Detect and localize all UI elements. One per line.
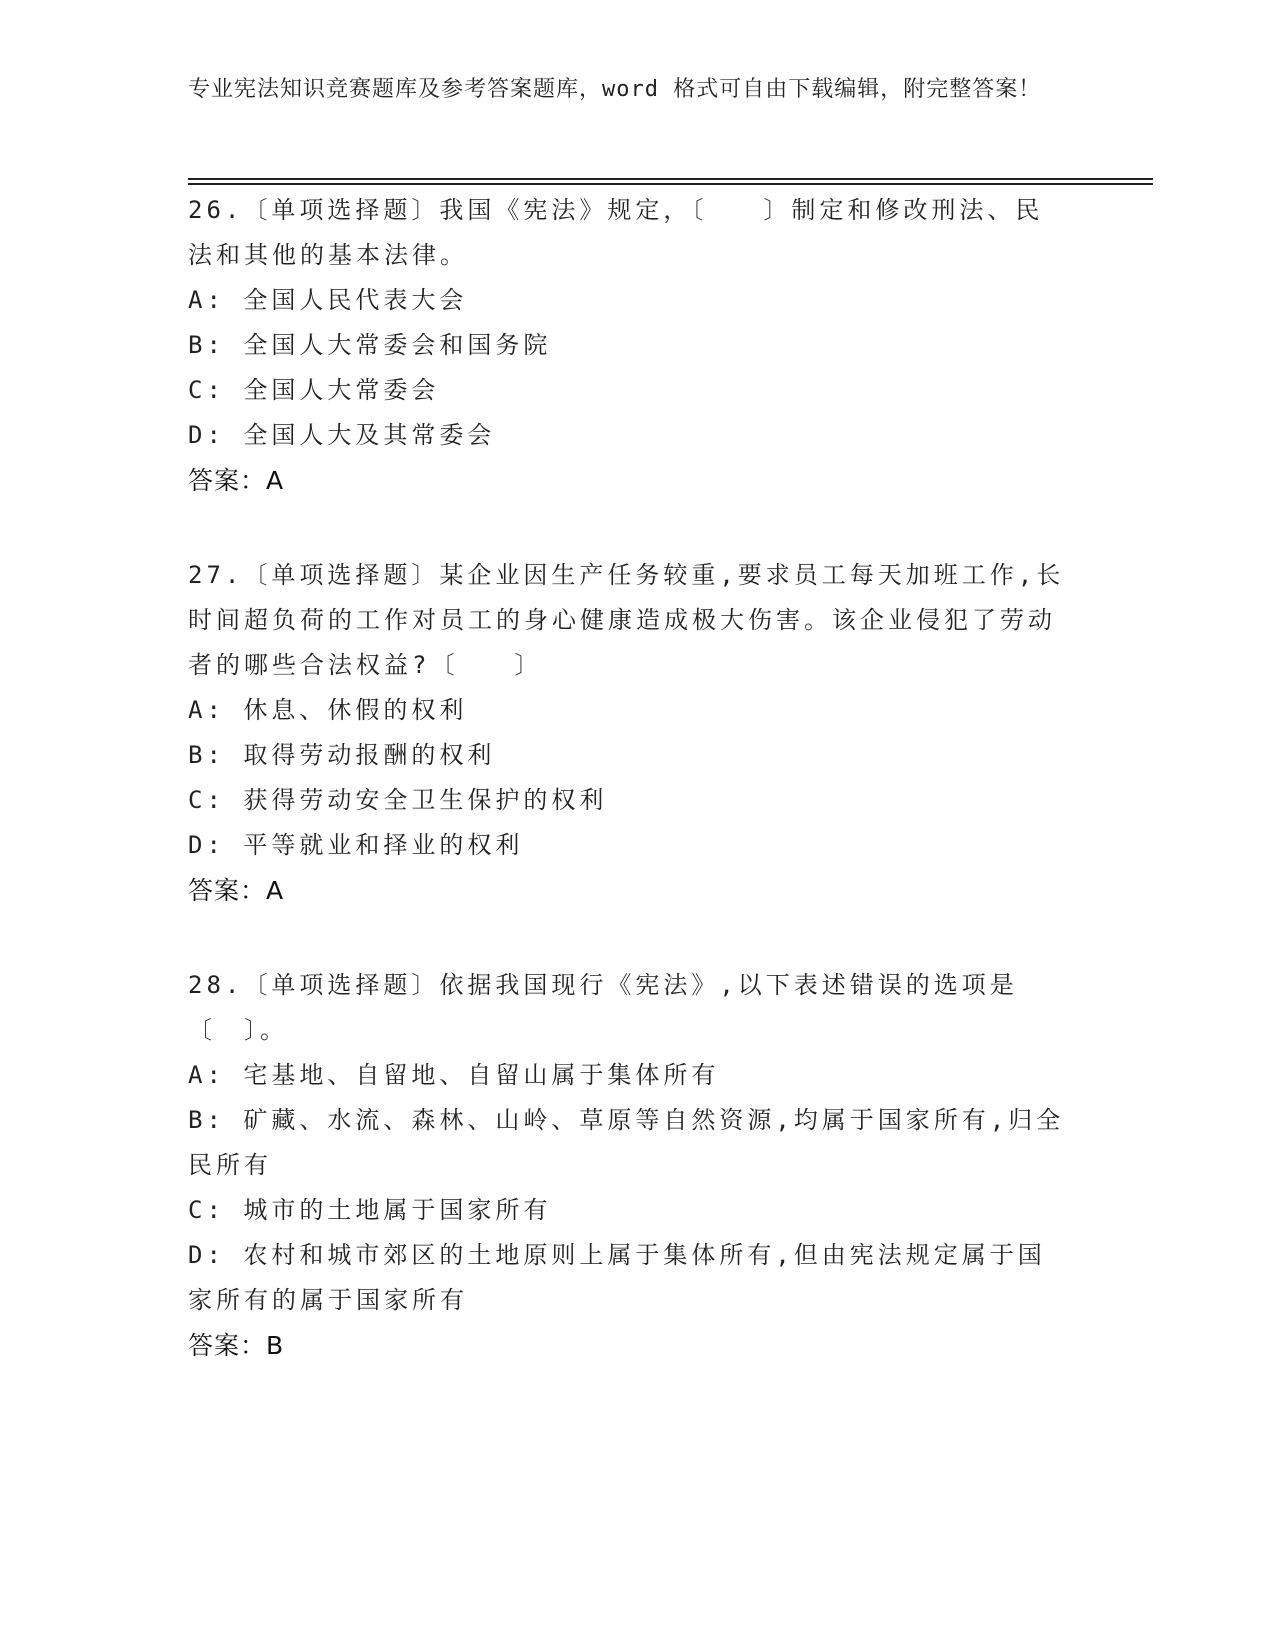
question-stem: 26.〔单项选择题〕我国《宪法》规定，〔 〕制定和修改刑法、民法和其他的基本法律。 [188,196,1044,269]
option-b: B: 取得劳动报酬的权利 [188,741,496,769]
option-a: A: 休息、休假的权利 [188,696,468,724]
header-divider-top [188,178,1153,180]
question-26 [188,188,1068,504]
option-d: D: 全国人大及其常委会 [188,421,496,449]
document-header: 专业宪法知识竞赛题库及参考答案题库，word 格式可自由下载编辑，附完整答案！ [188,77,1042,102]
question-27 [188,553,1068,914]
answer-line: 答案：A [188,876,285,905]
option-a: A: 宅基地、自留地、自留山属于集体所有 [188,1061,720,1089]
answer-line: 答案：B [188,1331,285,1360]
option-c: C: 全国人大常委会 [188,376,440,404]
option-c: C: 获得劳动安全卫生保护的权利 [188,786,608,814]
option-d: D: 农村和城市郊区的土地原则上属于集体所有,但由宪法规定属于国家所有的属于国家所有 [188,1241,1046,1314]
question-28 [188,963,1068,1369]
option-b: B: 全国人大常委会和国务院 [188,331,552,359]
option-b: B: 矿藏、水流、森林、山岭、草原等自然资源,均属于国家所有,归全民所有 [188,1106,1065,1179]
answer-line: 答案：A [188,466,285,495]
option-a: A: 全国人民代表大会 [188,286,468,314]
option-c: C: 城市的土地属于国家所有 [188,1196,552,1224]
header-divider-bottom [188,183,1153,185]
option-d: D: 平等就业和择业的权利 [188,831,524,859]
question-stem: 28.〔单项选择题〕依据我国现行《宪法》,以下表述错误的选项是〔 〕。 [188,971,1018,1044]
question-stem: 27.〔单项选择题〕某企业因生产任务较重,要求员工每天加班工作,长时间超负荷的工作对员工的身心健康造成极大伤害。该企业侵犯了劳动者的哪些合法权益?〔 〕 [188,561,1065,679]
